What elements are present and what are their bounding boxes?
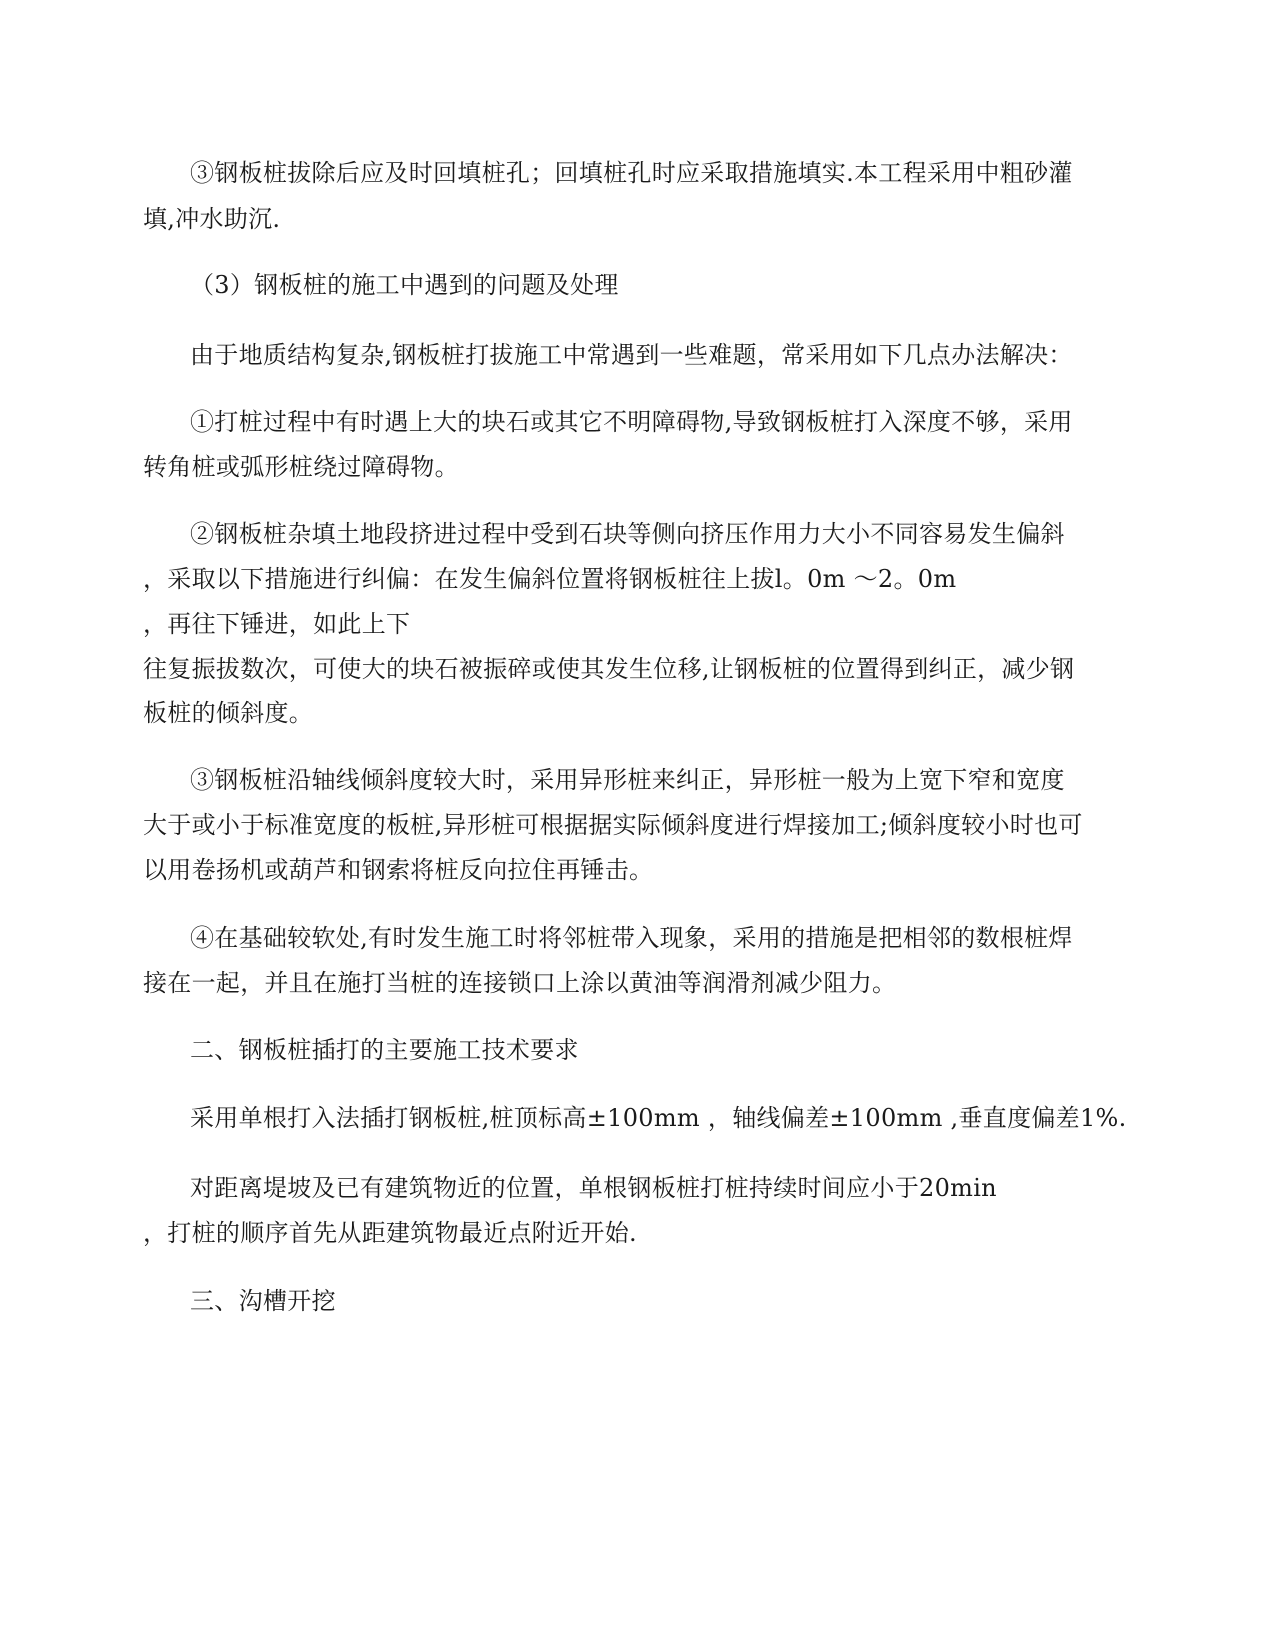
text-line: 大于或小于标准宽度的板桩,异形桩可根据据实际倾斜度进行焊接加工;倾斜度较小时也可 xyxy=(143,811,1083,839)
text-line: 填,冲水助沉. xyxy=(143,205,281,233)
text-line: ，打桩的顺序首先从距建筑物最近点附近开始. xyxy=(143,1219,637,1247)
text-line: ④在基础较软处,有时发生施工时将邻桩带入现象，采用的措施是把相邻的数根桩焊 xyxy=(190,924,1073,952)
text-line: 板桩的倾斜度。 xyxy=(143,699,314,727)
text-line: 以用卷扬机或葫芦和钢索将桩反向拉住再锤击。 xyxy=(143,856,654,884)
section-heading: 二、钢板桩插打的主要施工技术要求 xyxy=(190,1036,579,1064)
text-line: 对距离堤坡及已有建筑物近的位置，单根钢板桩打桩持续时间应小于20min xyxy=(190,1174,997,1202)
text-line: 转角桩或弧形桩绕过障碍物。 xyxy=(143,453,459,481)
text-line: ③钢板桩沿轴线倾斜度较大时，采用异形桩来纠正，异形桩一般为上宽下窄和宽度 xyxy=(190,766,1065,794)
text-line: 接在一起，并且在施打当桩的连接锁口上涂以黄油等润滑剂减少阻力。 xyxy=(143,969,897,997)
text-line: 由于地质结构复杂,钢板桩打拔施工中常遇到一些难题，常采用如下几点办法解决： xyxy=(190,341,1073,369)
section-heading: 三、沟槽开挖 xyxy=(190,1287,336,1315)
text-line: 采用单根打入法插打钢板桩,桩顶标高±100mm ，轴线偏差±100mm ,垂直度偏差1%. xyxy=(190,1104,1127,1132)
section-subheading: （3）钢板桩的施工中遇到的问题及处理 xyxy=(190,271,619,299)
text-line: ，再往下锤进，如此上下 xyxy=(143,610,411,638)
text-line: ③钢板桩拔除后应及时回填桩孔；回填桩孔时应采取措施填实.本工程采用中粗砂灌 xyxy=(190,159,1073,187)
text-line: 往复振拔数次，可使大的块石被振碎或使其发生位移,让钢板桩的位置得到纠正，减少钢 xyxy=(143,655,1075,683)
text-line: ②钢板桩杂填土地段挤进过程中受到石块等侧向挤压作用力大小不同容易发生偏斜 xyxy=(190,520,1065,548)
text-line: ①打桩过程中有时遇上大的块石或其它不明障碍物,导致钢板桩打入深度不够，采用 xyxy=(190,408,1073,436)
text-line: ，采取以下措施进行纠偏：在发生偏斜位置将钢板桩往上拔l。0m ～2。0m xyxy=(143,565,957,593)
